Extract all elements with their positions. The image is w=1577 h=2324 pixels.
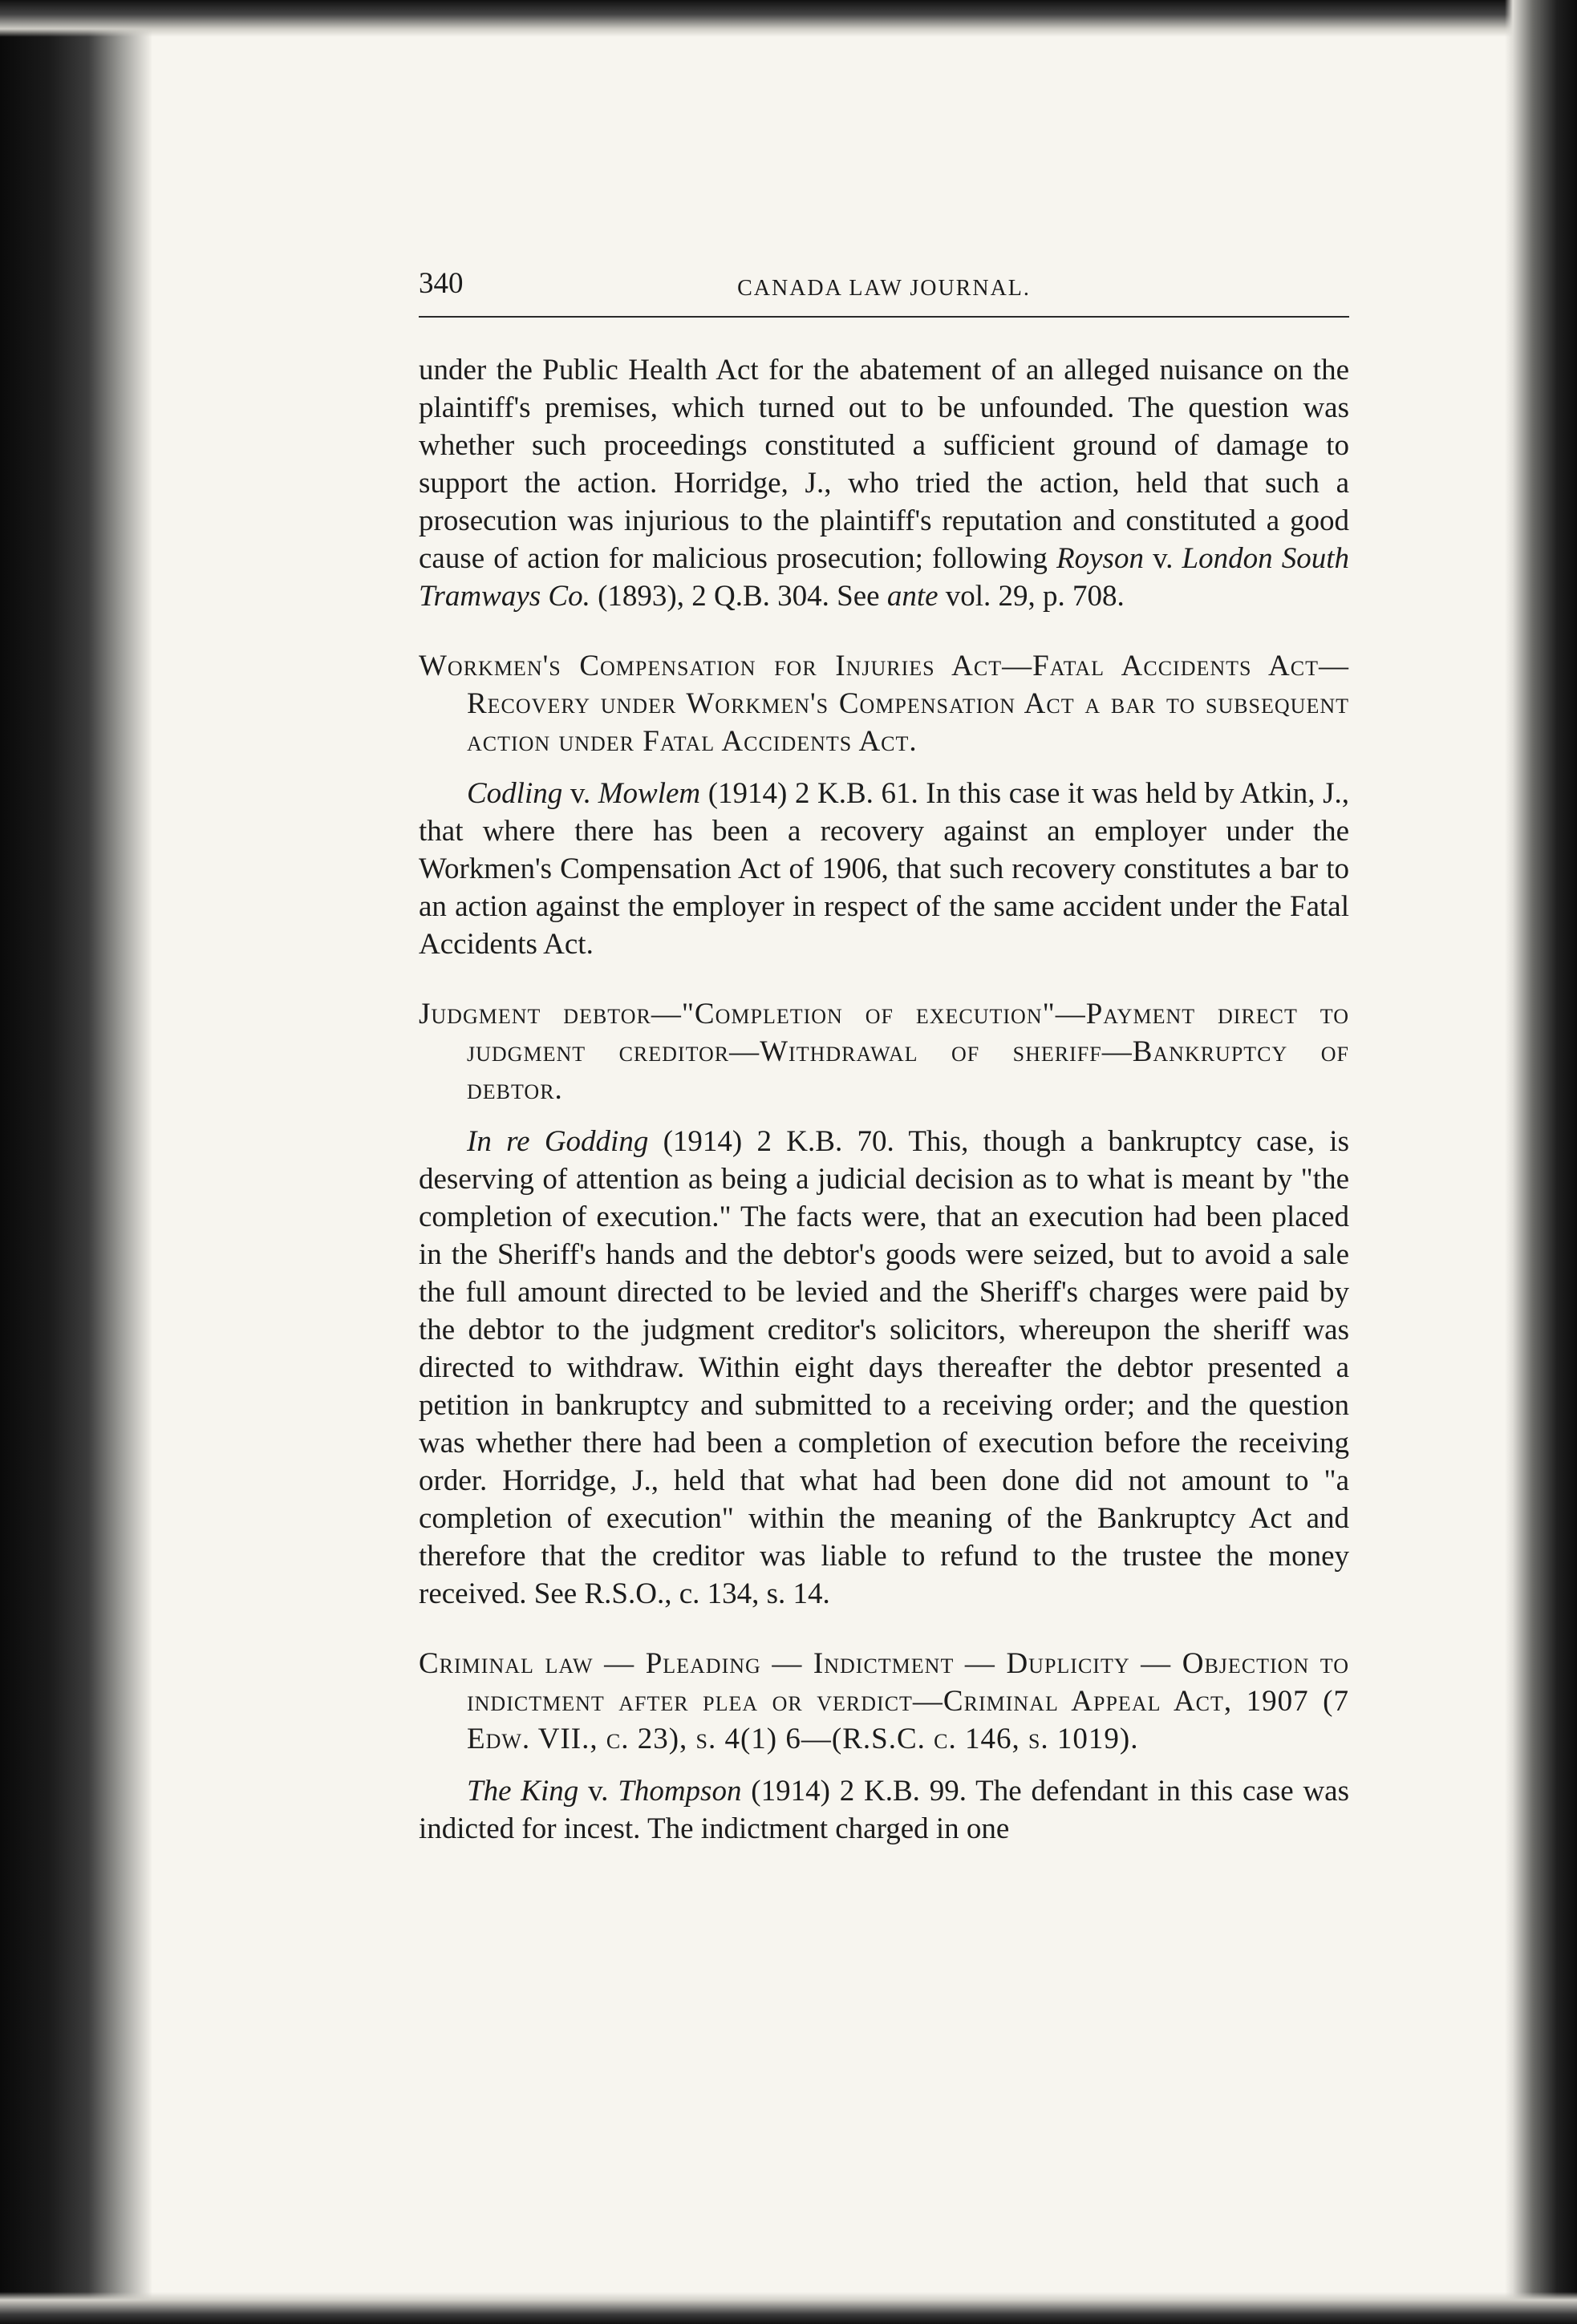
running-head xyxy=(419,265,1349,318)
case-name: In re Godding xyxy=(467,1125,649,1158)
section-body xyxy=(419,1123,1349,1613)
journal-title: CANADA LAW JOURNAL. xyxy=(737,276,1031,301)
scan-bottom-edge xyxy=(0,2292,1577,2324)
section-heading: Workmen's Compensation for Injuries Act—Fatal Accidents Act—Recovery under Workmen's Compensation Act a bar to subsequent action under Fatal Accidents Act. xyxy=(419,650,1349,758)
case-name: Royson xyxy=(1056,542,1144,575)
case-name: London South Tramways Co. xyxy=(419,542,1350,613)
case-name: The King xyxy=(467,1775,579,1808)
section-body xyxy=(419,1772,1349,1848)
versus: v. xyxy=(1143,542,1182,575)
citation-end: vol. 29, p. 708. xyxy=(938,580,1125,613)
versus: v. xyxy=(562,777,598,810)
section-text: (1914) 2 K.B. 70. This, though a bankruptcy case, is deserving of attention as being a judicial decision as to what is meant by "the completion of execution." The facts were, that an execution had been placed in the Sheriff's hands and the debtor's goods were seized, but to avoid a sale the full amount directed to be levied and the Sheriff's charges were paid by the debtor to the judgment creditor's solicitors, whereupon the sheriff was directed to withdraw. Within eight days thereafter the debtor presented a petition in bankruptcy and submitted to a receiving order; and the question was whether there had been a completion of execution before the receiving order. Horridge, J., held that what had been done did not amount to "a completion of execution" within the meaning of the Bankruptcy Act and therefore that the creditor was liable to refund to the trustee the money received. See R.S.O., c. 134, s. 14. xyxy=(419,1125,1349,1610)
section-body xyxy=(419,775,1349,963)
case-name: Codling xyxy=(467,777,563,810)
paragraph-continuation xyxy=(419,351,1349,615)
citation: (1893), 2 Q.B. 304. See xyxy=(590,580,887,613)
section-heading: Judgment debtor—"Completion of execution"—Payment direct to judgment creditor—Withdrawal of sheriff—Bankruptcy of debtor. xyxy=(419,998,1349,1106)
section-heading: Criminal law — Pleading — Indictment — Duplicity — Objection to indictment after plea or verdict—Criminal Appeal Act, 1907 (7 Edw. VII., c. 23), s. 4(1) 6—(R.S.C. c. 146, s. 1019). xyxy=(419,1647,1349,1755)
scan-left-edge xyxy=(0,0,152,2324)
versus: v. xyxy=(578,1775,618,1808)
case-name: Mowlem xyxy=(598,777,701,810)
section-text: (1914) 2 K.B. 99. The defendant in this case was indicted for incest. The indictment charged in one xyxy=(419,1775,1349,1845)
scan-right-edge xyxy=(1505,0,1577,2324)
scan-top-edge xyxy=(0,0,1577,37)
ante-word: ante xyxy=(886,580,938,613)
page-number: 340 xyxy=(419,267,464,300)
paragraph-text: under the Public Health Act for the abatement of an alleged nuisance on the plaintiff's premises, which turned out to be unfounded. The question was whether such proceedings constituted a sufficient ground of damage to support the action. Horridge, J., who tried the action, held that such a prosecution was injurious to the plaintiff's reputation and constituted a good cause of action for malicious prosecution; following xyxy=(419,354,1349,575)
case-name: Thompson xyxy=(618,1775,742,1808)
section-text: (1914) 2 K.B. 61. In this case it was held by Atkin, J., that where there has been a recovery against an employer under the Workmen's Compensation Act of 1906, that such recovery constitutes a bar to an action against the employer in respect of the same accident under the Fatal Accidents Act. xyxy=(419,777,1349,961)
page-content xyxy=(419,265,1349,1848)
